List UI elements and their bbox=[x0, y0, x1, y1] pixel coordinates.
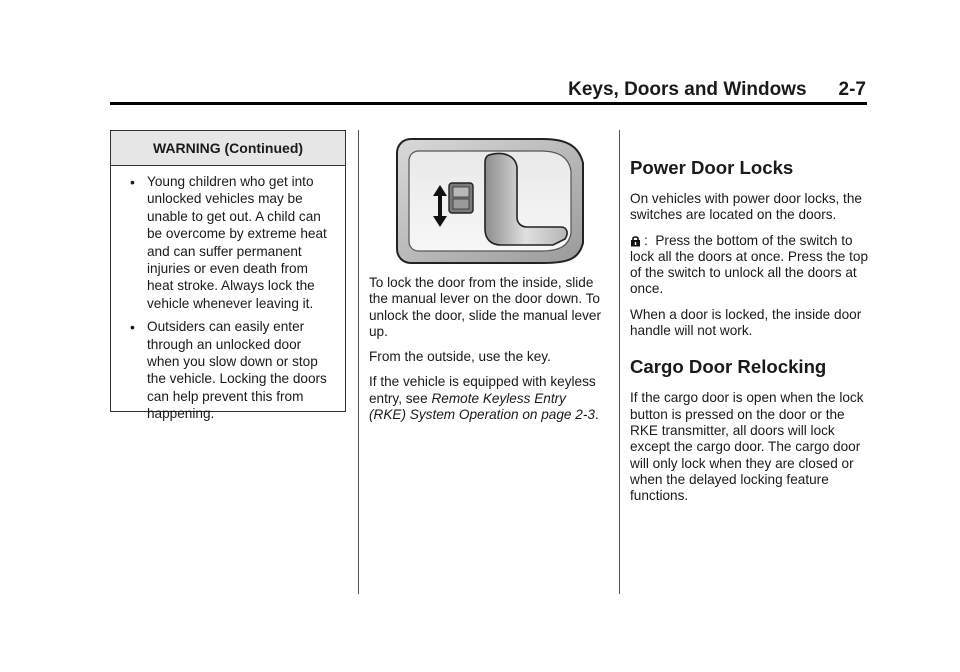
body-text: If the cargo door is open when the lock button is pressed on the door or the RKE transmitter, all doors will lock except the cargo door. The cargo door will only lock when they are closed or when the delayed locking feature functions. bbox=[630, 390, 864, 504]
section-title: Keys, Doors and Windows bbox=[568, 79, 807, 100]
text-span: : bbox=[644, 232, 648, 248]
page-number: 2-7 bbox=[838, 79, 866, 100]
column-divider-1 bbox=[358, 130, 359, 594]
lock-icon bbox=[630, 235, 641, 247]
lock-instructions bbox=[369, 275, 603, 432]
column-divider-2 bbox=[619, 130, 620, 594]
list-item bbox=[125, 173, 337, 312]
bullet-text: Young children who get into unlocked vehicles may be unable to get out. A child can be overcome by extreme heat and can suffer permanent injuries or even death from heat stroke. Always lock the vehicle whenever leaving it. bbox=[147, 174, 327, 311]
warning-title: WARNING (Continued) bbox=[111, 131, 345, 166]
text-span: Press the bottom of the switch to lock all the doors at once. Press the top of the switch to unlock all the doors at once. bbox=[630, 232, 869, 297]
cross-reference: Remote Keyless Entry (RKE) System Operation on page 2-3 bbox=[369, 390, 595, 423]
header-rule bbox=[110, 102, 867, 105]
instruction-text bbox=[369, 374, 603, 423]
text-span: If the vehicle is equipped with keyless entry, see bbox=[369, 374, 596, 406]
body-text bbox=[630, 233, 870, 298]
warning-box bbox=[110, 130, 346, 422]
bullet-text: Outsiders can easily enter through an unlocked door when you slow down or stop the vehicle. Locking the doors can help prevent this from happening. bbox=[147, 319, 327, 422]
body-text: On vehicles with power door locks, the switches are located on the doors. bbox=[630, 191, 862, 223]
instruction-text: From the outside, use the key. bbox=[369, 349, 551, 365]
page-header bbox=[110, 78, 866, 102]
bullet-icon: • bbox=[130, 319, 135, 336]
power-locks-section bbox=[630, 157, 870, 513]
text-span: . bbox=[594, 407, 599, 423]
section-heading: Cargo Door Relocking bbox=[630, 356, 827, 378]
warning-list bbox=[111, 166, 345, 423]
door-handle-illustration bbox=[393, 133, 588, 267]
list-item bbox=[125, 318, 337, 422]
instruction-text: To lock the door from the inside, slide the manual lever on the door down. To unlock the door, slide the manual lever up. bbox=[369, 275, 601, 339]
body-text: When a door is locked, the inside door handle will not work. bbox=[630, 306, 862, 339]
bullet-icon: • bbox=[130, 174, 135, 190]
section-heading: Power Door Locks bbox=[630, 157, 794, 178]
